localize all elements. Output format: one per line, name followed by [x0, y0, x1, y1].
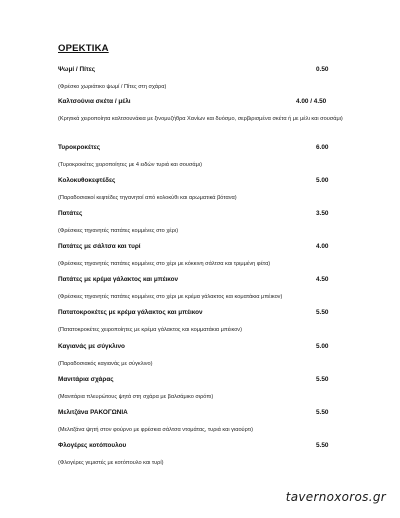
item-description: (Φρέσκιες τηγανητές πατάτες κομμένες στο χέρι)	[58, 228, 179, 234]
menu-item	[58, 343, 348, 367]
item-name: Ψωμί / Πίτες	[58, 66, 96, 73]
item-description: (Φρέσκιες τηγανητές πατάτες κομμένες στο χέρι με κρέμα γάλακτος και κοματάκια μπέικον)	[58, 294, 283, 300]
item-price: 4.50	[316, 276, 329, 283]
item-price: 0.50	[316, 66, 329, 73]
item-name: Τυροκροκέτες	[58, 144, 101, 151]
item-description: (Τυροκροκέτες χειροποίητες με 4 ειδών τυριά και σουσάμι)	[58, 162, 202, 168]
item-description: (Φρέσκιες τηγανητές πατάτες κομμένες στο χέρι με κόκκινη σάλτσα και τριμμένη φέτα)	[58, 261, 271, 267]
item-name: Μανιτάρια σχάρας	[58, 376, 114, 383]
item-price: 5.50	[316, 309, 329, 316]
item-price: 5.50	[316, 409, 329, 416]
item-price: 4.00	[316, 243, 329, 250]
item-price: 5.50	[316, 442, 329, 449]
menu-item	[58, 442, 348, 466]
item-name: Πατάτες	[58, 210, 83, 217]
menu-item	[58, 66, 348, 90]
item-price: 6.00	[316, 144, 329, 151]
item-name: Καγιανάς με σύγκλινο	[58, 343, 125, 350]
item-name: Κολοκυθοκεφτέδες	[58, 177, 116, 184]
item-name: Μελιτζάνα ΡΑΚΟΓΩΝΙΑ	[58, 409, 128, 416]
item-name: Καλτσούνια σκέτα / μέλι	[58, 98, 131, 105]
menu-item	[58, 210, 348, 234]
item-description: (Φλογέρες γεμιστές με κοτόπουλο και τυρί)	[58, 460, 164, 466]
section-heading: ΟΡΕΚΤΙΚΑ	[58, 43, 109, 54]
item-price: 4.00 / 4.50	[296, 98, 327, 105]
watermark-text: tavernoxoros.gr	[285, 490, 386, 504]
menu-item	[58, 177, 348, 201]
item-price: 5.00	[316, 343, 329, 350]
item-description: (Φρέσκο χωριάτικο ψωμί / Πίτες στη σχάρα)	[58, 84, 167, 90]
item-name: Φλογέρες κοτόπουλου	[58, 442, 127, 449]
item-description: (Κρητικά χειροποίητα καλτσουνάκια με ξινομυζήθρα Χανίων και δυόσμο, σερβιρισμένα σκέτα ή με μέλι και σουσάμι)	[58, 116, 343, 122]
menu-item	[58, 376, 348, 400]
menu-item	[58, 243, 348, 267]
item-price: 5.50	[316, 376, 329, 383]
menu-item	[58, 309, 348, 333]
menu-item	[58, 98, 348, 122]
item-description: (Παραδοσιακός καγιανάς με σύγκλινο)	[58, 361, 153, 367]
item-description: (Παραδοσιακοί κεφτέδες τηγανητοί από κολοκύθι και αρωματικά βότανα)	[58, 195, 237, 201]
item-description: (Μανιτάρια πλευρώτους ψητά στη σχάρα με βαλσάμικο σιρόπι)	[58, 394, 214, 400]
menu-item	[58, 276, 348, 300]
item-description: (Πατατοκροκέτες χειροποίητες με κρέμα γάλακτος και κομματάκια μπέικον)	[58, 327, 242, 333]
item-name: Πατάτες με σάλτσα και τυρί	[58, 243, 141, 250]
item-price: 3.50	[316, 210, 329, 217]
menu-item	[58, 409, 348, 433]
item-name: Πατατοκροκέτες με κρέμα γάλακτος και μπέικον	[58, 309, 203, 316]
menu-item	[58, 144, 348, 168]
item-name: Πατάτες με κρέμα γάλακτος και μπέικον	[58, 276, 179, 283]
item-price: 5.00	[316, 177, 329, 184]
item-description: (Μελιτζάνα ψητή στον φούρνο με φρέσκια σάλτσα ντομάτας, τυριά και γιαούρτι)	[58, 427, 254, 433]
